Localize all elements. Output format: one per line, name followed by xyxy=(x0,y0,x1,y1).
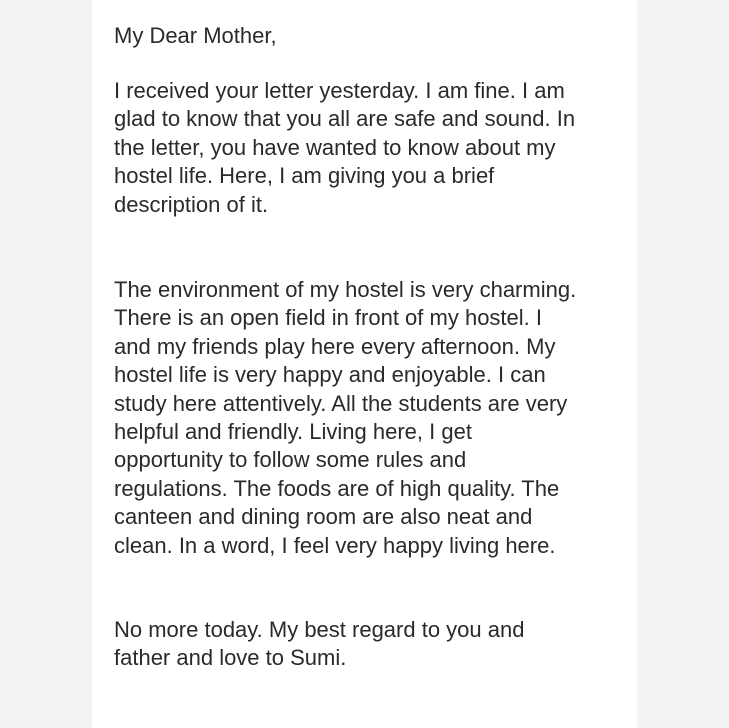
letter-salutation: My Dear Mother, xyxy=(114,23,277,48)
letter-paragraph-2: The environment of my hostel is very charming. There is an open field in front of my hostel. I and my friends play here every afternoon. My hostel life is very happy and enjoyable. I can study here attentively. All the students are very helpful and friendly. Living here, I get opportunity to follow some rules and regulations. The foods are of high quality. The canteen and dining room are also neat and clean. In a word, I feel very happy living here. xyxy=(114,277,577,558)
letter-closing: No more today. My best regard to you and father and love to Sumi. xyxy=(114,617,525,671)
letter-paragraph-1: I received your letter yesterday. I am fine. I am glad to know that you all are safe and sound. In the letter, you have wanted to know about my hostel life. Here, I am giving you a brief description of it. xyxy=(114,78,576,217)
letter-page xyxy=(92,0,637,728)
